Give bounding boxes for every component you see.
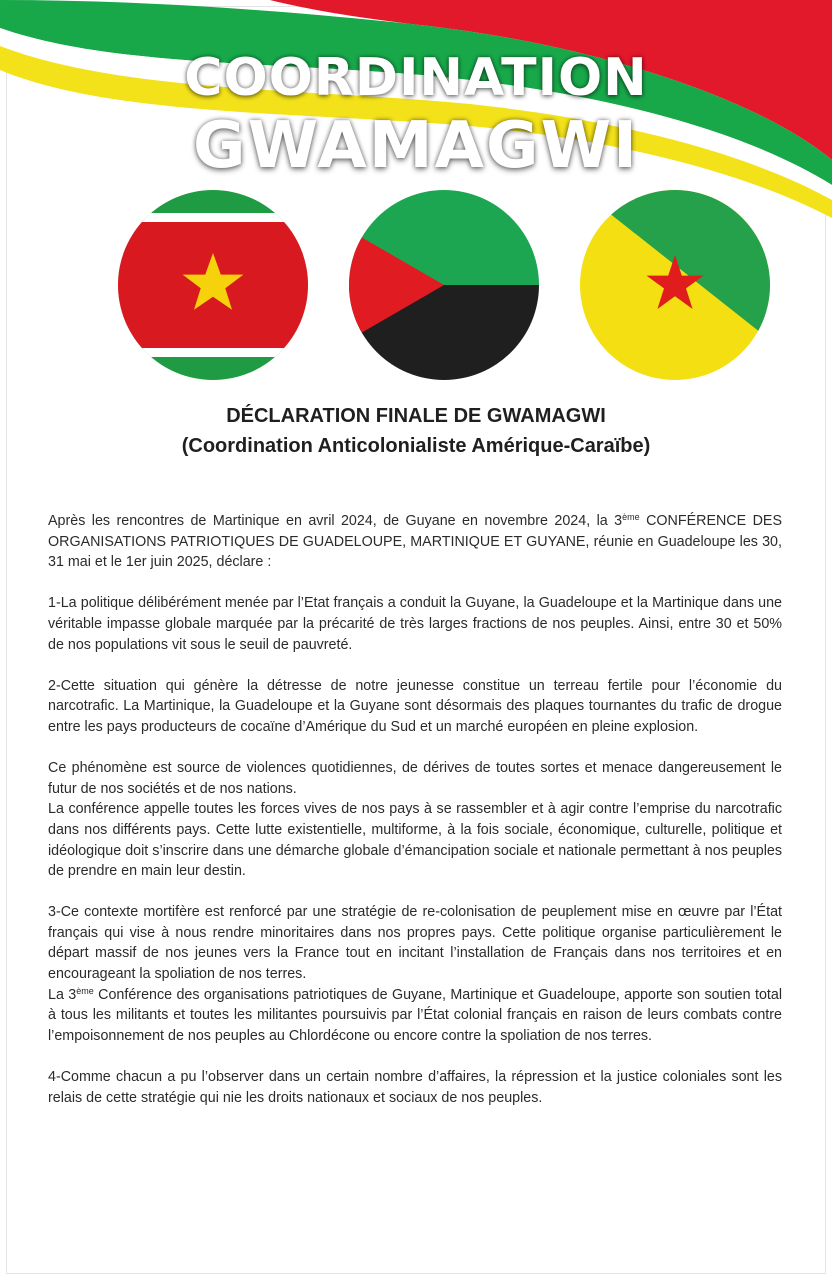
intro-text-end: CONFÉRENCE DES ORGANISATIONS PATRIOTIQUES DE GUADELOUPE, MARTINIQUE ET GUYANE, réunie en Guadeloupe les 30, 31 mai et le 1er juin 2025, déclare : bbox=[48, 513, 782, 571]
phenomene-paragraph: Ce phénomène est source de violences quotidiennes, de dérives de toutes sortes et menace dangereusement le futur de nos sociétés et de nos nations. bbox=[48, 760, 782, 797]
title-gwamagwi: GWAMAGWI bbox=[193, 109, 639, 183]
declaration-title: DÉCLARATION FINALE DE GWAMAGWI bbox=[226, 405, 606, 427]
point-2-paragraph: 2-Cette situation qui génère la détresse de notre jeunesse constitue un terreau fertile pour l’économie du narcotrafic. La Martinique, la Guadeloupe et la Guyane sont désormais des plaques tournantes du trafic de drogue entre les pays producteurs de cocaïne d’Amérique du Sud et un marché européen en pleine explosion. bbox=[48, 677, 782, 735]
ordinal-superscript: ème bbox=[622, 512, 640, 522]
point-1-paragraph: 1-La politique délibérément menée par l’Etat français a conduit la Guyane, la Guadeloupe et la Martinique dans une véritable impasse globale marquée par la précarité de très larges fractions de nos peuples. Ainsi, entre 30 et 50% de nos populations vit sous le seuil de pauvreté. bbox=[48, 595, 782, 653]
conference-appel-paragraph: La conférence appelle toutes les forces vives de nos pays à se rassembler et à agir contre l’emprise du narcotrafic dans nos différents pays. Cette lutte existentielle, multiforme, à la fois sociale, économique, culturelle, politique et idéologique doit s’inscrire dans une démarche globale d’émancipation sociale et nationale permettant à nos peuples de prendre en main leur destin. bbox=[48, 801, 782, 880]
main-title bbox=[0, 48, 832, 182]
soutien-paragraph bbox=[48, 985, 782, 1047]
ordinal-superscript: ème bbox=[76, 985, 94, 996]
declaration-subtitle: (Coordination Anticolonialiste Amérique-Caraïbe) bbox=[181, 435, 651, 457]
intro-paragraph bbox=[48, 511, 782, 573]
suriname-flag-icon bbox=[118, 190, 308, 380]
soutien-text-start: La 3 bbox=[48, 986, 77, 1003]
guyane-flag-icon bbox=[580, 190, 770, 380]
soutien-text-end: Conférence des organisations patriotiques de Guyane, Martinique et Guadeloupe, apporte son soutien total à tous les militants et toutes les militantes poursuivis par l’État colonial français en raison de leurs combats contre l’empoisonnement de nos peuples au Chlordécone ou encore contre la spoliation de nos terres. bbox=[48, 986, 782, 1044]
guadeloupe-flag-icon bbox=[349, 190, 539, 380]
intro-text-start: Après les rencontres de Martinique en avril 2024, de Guyane en novembre 2024, la 3 bbox=[48, 513, 623, 529]
declaration-heading bbox=[0, 401, 832, 461]
title-coordination: COORDINATION bbox=[184, 48, 648, 108]
point-3-paragraph: 3-Ce contexte mortifère est renforcé par une stratégie de re-colonisation de peuplement mise en œuvre par l’État français qui vise à nous rendre minoritaires dans nos propres pays. Cette politique organise particulièrement le départ massif de nos jeunes vers la France tout en incitant l’installation de Français dans nos territoires et en encourageant la spoliation de nos terres. bbox=[48, 904, 782, 983]
declaration-body bbox=[48, 511, 782, 1129]
point-4-paragraph: 4-Comme chacun a pu l’observer dans un certain nombre d’affaires, la répression et la justice coloniales sont les relais de cette stratégie qui nie les droits nationaux et sociaux de nos peuples. bbox=[48, 1069, 782, 1106]
